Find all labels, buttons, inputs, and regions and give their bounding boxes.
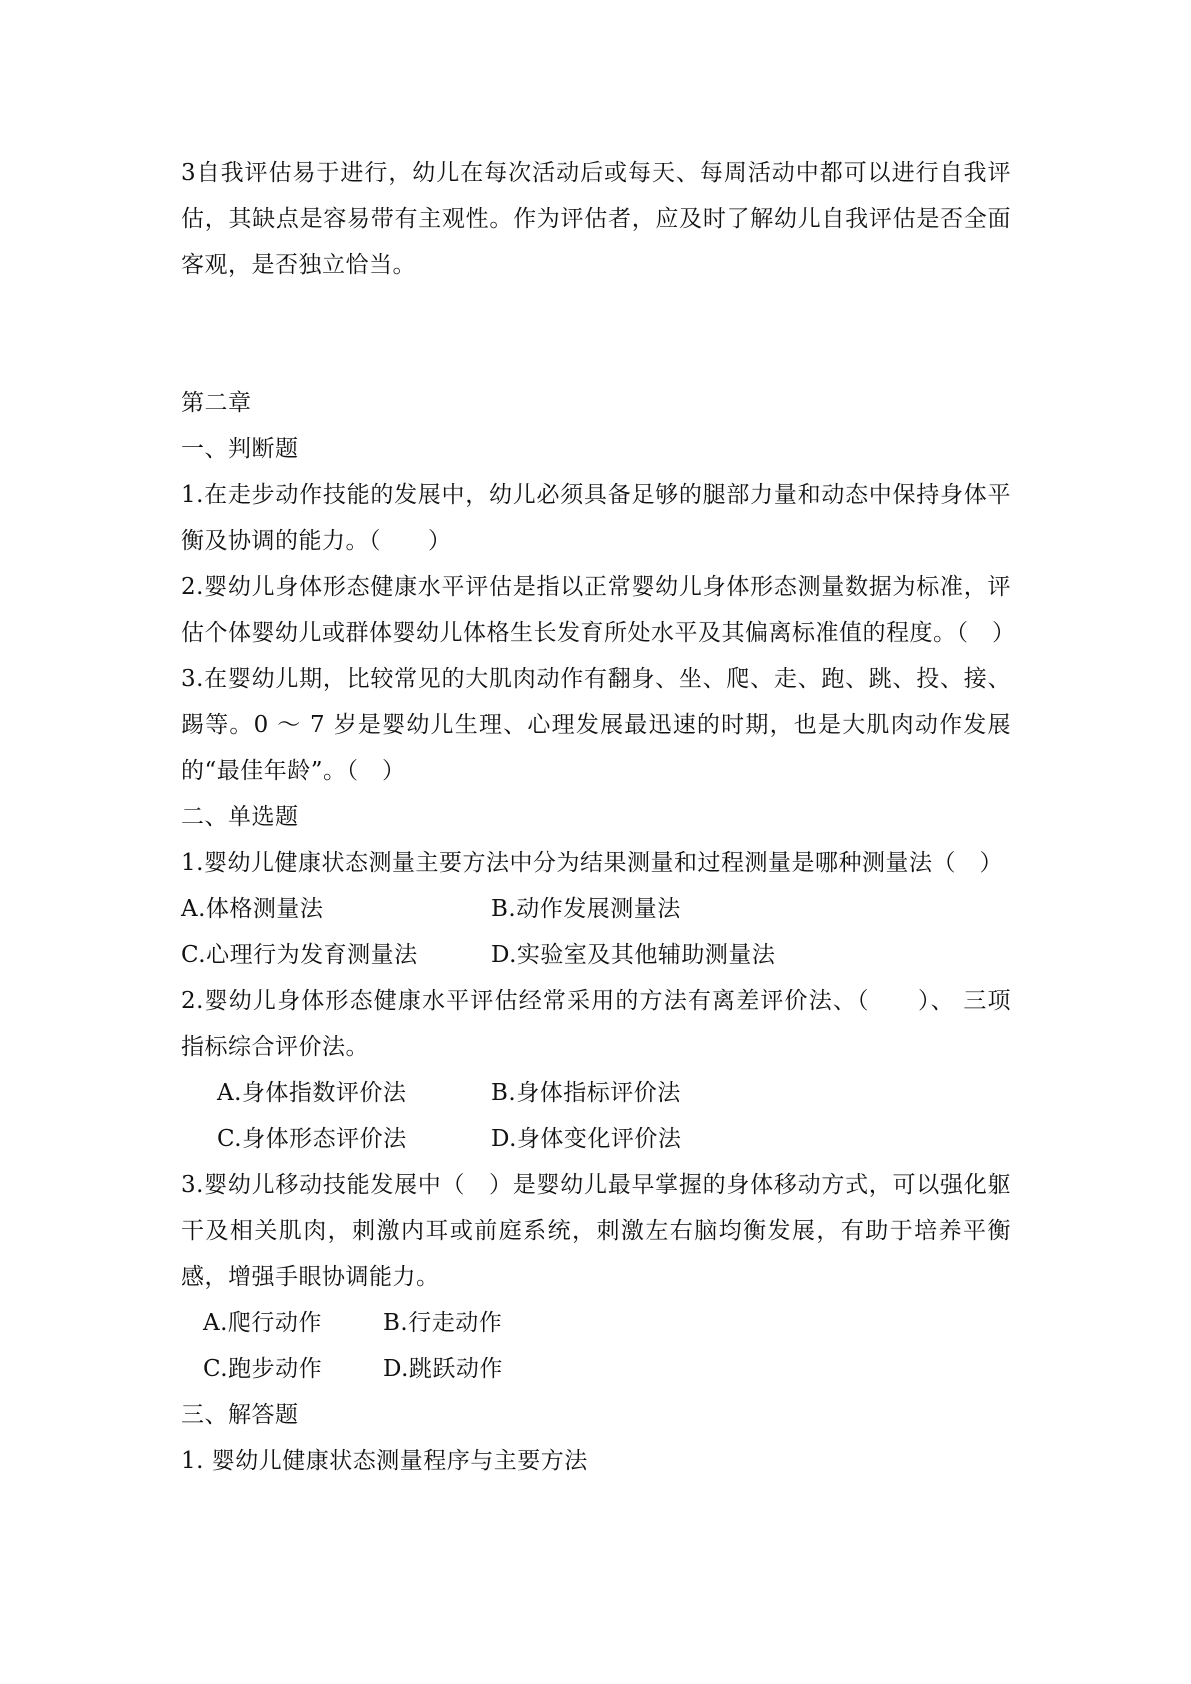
option-c: C.跑步动作 bbox=[203, 1356, 323, 1382]
option-d: D.身体变化评价法 bbox=[491, 1126, 682, 1152]
option-c: C.心理行为发育测量法 bbox=[181, 942, 418, 968]
option-a: A.体格测量法 bbox=[181, 896, 324, 922]
option-b: B.身体指标评价法 bbox=[491, 1080, 681, 1106]
true-false-question-1: 1.在走步动作技能的发展中，幼儿必须具备足够的腿部力量和动态中保持身体平衡及协调的能力。（ ） bbox=[181, 482, 1011, 554]
short-answer-question-1: 1. 婴幼儿健康状态测量程序与主要方法 bbox=[181, 1448, 588, 1474]
section-heading-short-answer: 三、解答题 bbox=[181, 1402, 299, 1428]
true-false-question-2: 2.婴幼儿身体形态健康水平评估是指以正常婴幼儿身体形态测量数据为标准，评估个体婴幼儿或群体婴幼儿体格生长发育所处水平及其偏离标准值的程度。（ ） bbox=[181, 574, 1016, 646]
option-d: D.跳跃动作 bbox=[383, 1356, 503, 1382]
chapter-title: 第二章 bbox=[181, 390, 252, 416]
section-heading-single-choice: 二、单选题 bbox=[181, 804, 299, 830]
single-choice-question-3-stem: 3.婴幼儿移动技能发展中（ ）是婴幼儿最早掌握的身体移动方式，可以强化躯干及相关肌肉，刺激内耳或前庭系统，刺激左右脑均衡发展，有助于培养平衡感，增强手眼协调能力。 bbox=[181, 1172, 1011, 1290]
single-choice-question-1-options-row-2 bbox=[181, 932, 1011, 978]
option-c: C.身体形态评价法 bbox=[217, 1126, 407, 1152]
option-b: B.行走动作 bbox=[383, 1310, 503, 1336]
single-choice-question-2-options-row-2 bbox=[181, 1116, 1011, 1162]
document-page bbox=[181, 150, 1016, 1484]
option-b: B.动作发展测量法 bbox=[491, 896, 681, 922]
true-false-question-3: 3.在婴幼儿期，比较常见的大肌肉动作有翻身、坐、爬、走、跑、跳、投、接、踢等。0 ～ 7 岁是婴幼儿生理、心理发展最迅速的时期，也是大肌肉动作发展的“最佳年龄”。（ ） bbox=[181, 666, 1011, 784]
single-choice-question-2-options-row-1 bbox=[181, 1070, 1011, 1116]
option-d: D.实验室及其他辅助测量法 bbox=[491, 942, 776, 968]
option-a: A.身体指数评价法 bbox=[217, 1080, 407, 1106]
intro-paragraph: 3自我评估易于进行，幼儿在每次活动后或每天、每周活动中都可以进行自我评估，其缺点是容易带有主观性。作为评估者，应及时了解幼儿自我评估是否全面客观，是否独立恰当。 bbox=[181, 160, 1011, 278]
paragraph-spacer bbox=[181, 288, 1011, 380]
single-choice-question-1-stem: 1.婴幼儿健康状态测量主要方法中分为结果测量和过程测量是哪种测量法（ ） bbox=[181, 850, 1003, 876]
option-a: A.爬行动作 bbox=[203, 1310, 322, 1336]
single-choice-question-2-stem: 2.婴幼儿身体形态健康水平评估经常采用的方法有离差评价法、（ ）、 三项指标综合评价法。 bbox=[181, 988, 1011, 1060]
section-heading-true-false: 一、判断题 bbox=[181, 436, 299, 462]
single-choice-question-3-options-row-1 bbox=[181, 1300, 1011, 1346]
single-choice-question-3-options-row-2 bbox=[181, 1346, 1011, 1392]
single-choice-question-1-options-row-1 bbox=[181, 886, 1011, 932]
